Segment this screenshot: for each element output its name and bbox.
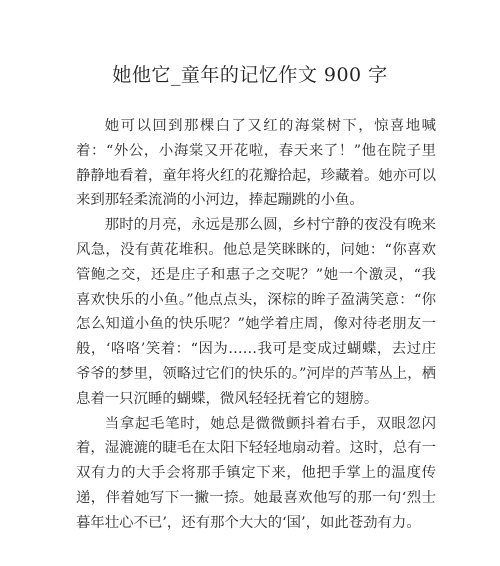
page-title: 她他它_童年的记忆作文 900 字 (112, 64, 388, 86)
paragraph: 当拿起毛笔时，她总是微微颤抖着右手，双眼忽闪着，湿漉漉的睫毛在太阳下轻轻地扇动着。这时，总有一双有力的大手会将那手镇定下来，他把手掌上的温度传递，伴着她写下一撇一捺。她最喜欢他写的那一句‘烈士暮年壮心不已’，还有那个大大的‘国’，如此苍劲有力。 (76, 415, 436, 531)
paragraph: 她可以回到那棵白了又红的海棠树下，惊喜地喊着：“外公，小海棠又开花啦，春天来了！”他在院子里静静地看着，童年将火红的花瓣拾起，珍藏着。她亦可以来到那轻柔流淌的小河边，捧起蹦跳的小鱼。 (76, 118, 436, 209)
bottom-fade (0, 552, 500, 566)
article-body (76, 114, 436, 536)
paragraph: 那时的月亮，永远是那么圆，乡村宁静的夜没有晚来风急，没有黄花堆积。他总是笑眯眯的，问她：“你喜欢管鲍之交，还是庄子和惠子之交呢？”她一个激灵，“我喜欢快乐的小鱼。”他点点头，深棕的眸子盈满笑意：“你怎么知道小鱼的快乐呢？”她学着庄周，像对待老朋友一般，‘咯咯’笑着：“因为……我可是变成过蝴蝶，去过庄爷爷的梦里，领略过它们的快乐的。”河岸的芦苇丛上，栖息着一只沉睡的蝴蝶，微风轻轻抚着它的翅膀。 (76, 217, 436, 407)
